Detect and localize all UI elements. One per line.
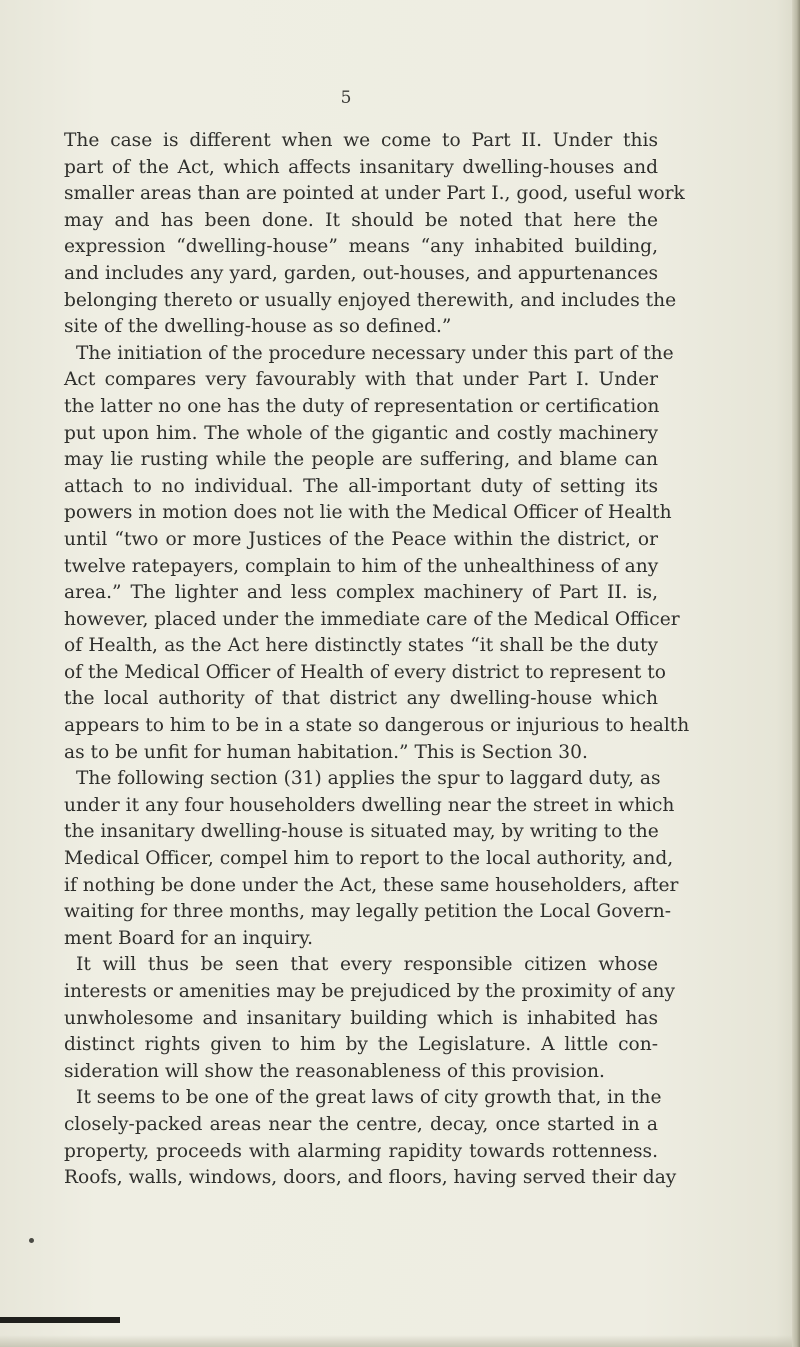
text-line: if nothing be done under the Act, these same householders, after [64,874,679,896]
text-line: and includes any yard, garden, out-houses, and appurtenances [64,262,658,284]
text-line: closely-packed areas near the centre, decay, once started in a [64,1113,658,1135]
text-line: waiting for three months, may legally petition the Local Govern- [64,901,672,923]
text-line: however, placed under the immediate care of the Medical Officer [64,608,680,630]
body-text [64,128,690,1192]
text-line: belonging thereto or usually enjoyed therewith, and includes the [64,289,677,311]
text-line: may lie rusting while the people are suffering, and blame can [64,449,658,471]
text-line: It seems to be one of the great laws of city growth that, in the [76,1087,662,1109]
text-line: property, proceeds with alarming rapidity towards rottenness. [64,1140,658,1162]
page-number: 5 [340,88,352,108]
text-line: powers in motion does not lie with the Medical Officer of Health [64,502,672,524]
text-line: site of the dwelling-house as so defined.” [64,316,452,338]
text-line: the insanitary dwelling-house is situated may, by writing to the [64,821,659,843]
text-line: ment Board for an inquiry. [64,927,314,949]
text-line: as to be unfit for human habitation.” This is Section 30. [64,741,588,763]
text-line: Roofs, walls, windows, doors, and floors, having served their day [64,1167,677,1189]
text-line: It will thus be seen that every responsible citizen whose [76,954,658,976]
text-line: sideration will show the reasonableness of this provision. [64,1060,605,1082]
text-line: may and has been done. It should be noted that here the [64,209,658,231]
text-line: Act compares very favourably with that under Part I. Under [64,369,658,391]
text-line: part of the Act, which affects insanitary dwelling-houses and [64,156,658,178]
bottom-rule [0,1317,120,1323]
text-line: area.” The lighter and less complex machinery of Part II. is, [64,582,658,604]
text-line: expression “dwelling-house” means “any inhabited building, [64,236,658,258]
text-line: The initiation of the procedure necessary under this part of the [76,342,674,364]
text-line: the latter no one has the duty of representation or certification [64,395,660,417]
text-line: put upon him. The whole of the gigantic and costly machinery [64,422,658,444]
text-line: appears to him to be in a state so dangerous or injurious to health [64,715,690,737]
page-right-edge [792,0,800,1347]
text-line: twelve ratepayers, complain to him of the unhealthiness of any [64,555,659,577]
page-bottom-shadow [0,1335,800,1347]
text-line: under it any four householders dwelling near the street in which [64,794,675,816]
text-line: The following section (31) applies the spur to laggard duty, as [76,768,661,790]
text-line: interests or amenities may be prejudiced by the proximity of any [64,981,675,1002]
text-line: The case is different when we come to Part II. Under this [64,130,658,151]
text-line: attach to no individual. The all-important duty of setting its [64,475,658,497]
text-line: smaller areas than are pointed at under Part I., good, useful work [64,183,685,205]
text-line: unwholesome and insanitary building which is inhabited has [64,1007,658,1029]
text-line: Medical Officer, compel him to report to the local authority, and, [64,848,674,870]
text-line: distinct rights given to him by the Legislature. A little con- [64,1034,658,1056]
text-line: of the Medical Officer of Health of every district to represent to [64,661,666,683]
text-line: the local authority of that district any dwelling-house which [64,688,658,710]
text-line: until “two or more Justices of the Peace within the district, or [64,528,658,550]
text-line: of Health, as the Act here distinctly states “it shall be the duty [64,635,658,657]
margin-mark [29,1238,34,1243]
